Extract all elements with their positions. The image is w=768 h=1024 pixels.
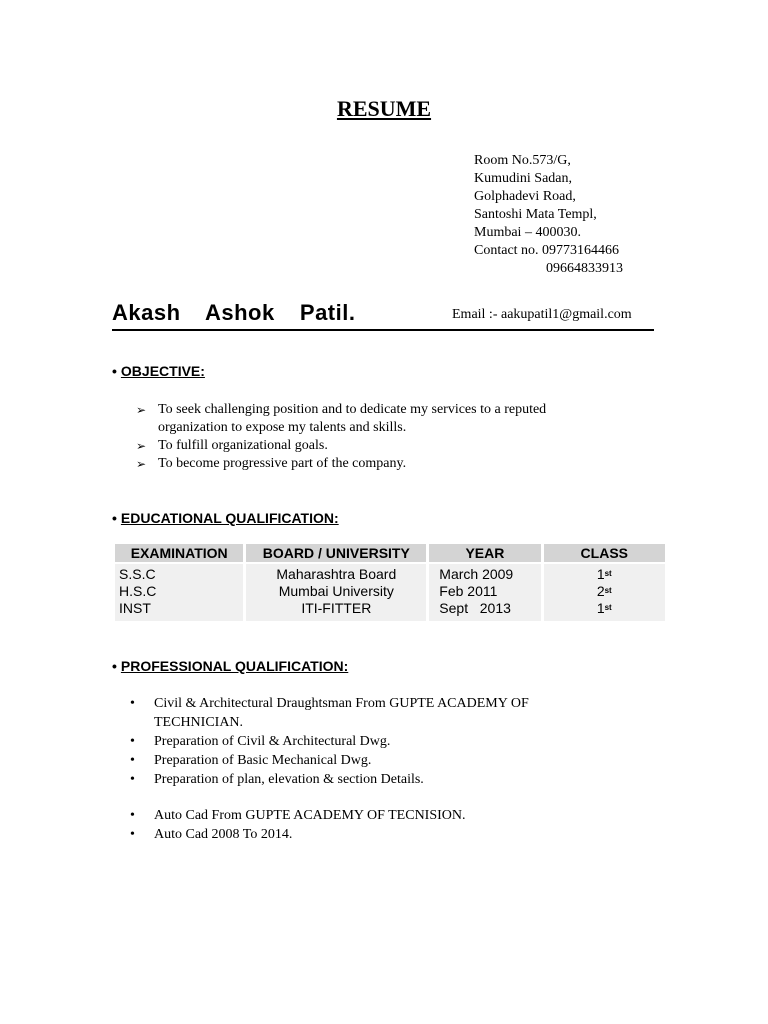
class-cell: [544, 564, 665, 621]
board-value: Maharashtra Board: [276, 566, 397, 582]
bullet-icon: •: [130, 808, 135, 823]
year-value: Sept 2013: [439, 600, 511, 616]
address-line: Kumudini Sadan,: [474, 171, 572, 186]
professional-list: [130, 694, 580, 789]
list-item: [130, 806, 580, 825]
bullet-icon: •: [130, 696, 135, 711]
page-title: RESUME: [336, 96, 432, 121]
arrow-bullet-icon: ➢: [136, 457, 147, 471]
year-value: Feb 2011: [439, 583, 498, 599]
section-bullet-icon: •: [112, 658, 117, 674]
table-row: [115, 564, 665, 621]
bullet-icon: •: [130, 753, 135, 768]
address-line: Santoshi Mata Templ,: [474, 207, 597, 222]
address-line: Mumbai – 400030.: [474, 225, 581, 240]
contact-number: Contact no. 09773164466: [474, 243, 620, 258]
table-header-row: [115, 544, 665, 562]
address-line: Golphadevi Road,: [474, 189, 576, 204]
list-item: [136, 455, 606, 473]
arrow-bullet-icon: ➢: [136, 439, 147, 453]
qualification-text: Preparation of plan, elevation & section Details.: [154, 772, 424, 787]
class-number: 1: [596, 566, 605, 582]
professional-heading: [112, 658, 348, 674]
qualification-text: Preparation of Civil & Architectural Dwg.: [154, 734, 391, 749]
contact-number-alt: 09664833913: [546, 261, 623, 276]
year-value: March 2009: [439, 566, 514, 582]
column-header: CLASS: [544, 544, 665, 562]
list-item: [136, 401, 606, 437]
board-value: Mumbai University: [278, 583, 394, 599]
candidate-name: Akash Ashok Patil.: [112, 300, 356, 325]
objective-text: To seek challenging position and to dedicate my services to a reputed organization to expose my talents and skills.: [158, 402, 547, 435]
qualification-text: Auto Cad 2008 To 2014.: [154, 827, 293, 842]
arrow-bullet-icon: ➢: [136, 403, 147, 417]
exam-cell: [115, 564, 243, 621]
software-list: [130, 806, 580, 844]
exam-value: INST: [119, 600, 151, 616]
board-cell: [246, 564, 426, 621]
objective-text: To become progressive part of the company.: [158, 456, 407, 471]
bullet-icon: •: [130, 772, 135, 787]
education-table: [112, 542, 668, 623]
professional-heading-text: PROFESSIONAL QUALIFICATION:: [120, 658, 349, 674]
class-suffix: st: [604, 586, 612, 595]
education-heading: [112, 510, 339, 526]
list-item: [130, 694, 580, 732]
year-cell: [429, 564, 540, 621]
objective-heading-text: OBJECTIVE:: [120, 363, 205, 379]
list-item: [130, 770, 580, 789]
column-header: BOARD / UNIVERSITY: [246, 544, 426, 562]
column-header: YEAR: [429, 544, 540, 562]
email-address: Email :- aakupatil1@gmail.com: [452, 307, 632, 322]
column-header: EXAMINATION: [115, 544, 243, 562]
bullet-icon: •: [130, 734, 135, 749]
objective-heading: [112, 363, 205, 379]
class-value: [548, 566, 661, 583]
objective-text: To fulfill organizational goals.: [158, 438, 328, 453]
class-number: 2: [596, 583, 605, 599]
list-item: [136, 437, 606, 455]
list-item: [130, 732, 580, 751]
qualification-text: Civil & Architectural Draughtsman From GUPTE ACADEMY OF TECHNICIAN.: [154, 696, 529, 730]
list-item: [130, 751, 580, 770]
class-suffix: st: [604, 603, 612, 612]
bullet-icon: •: [130, 827, 135, 842]
class-number: 1: [596, 600, 605, 616]
qualification-text: Auto Cad From GUPTE ACADEMY OF TECNISION.: [154, 808, 466, 823]
address-block: [474, 152, 623, 278]
address-line: Room No.573/G,: [474, 153, 571, 168]
board-value: ITI-FITTER: [301, 600, 372, 616]
section-bullet-icon: •: [112, 510, 117, 526]
class-value: [548, 583, 661, 600]
section-bullet-icon: •: [112, 363, 117, 379]
class-value: [548, 600, 661, 617]
objective-list: [136, 401, 606, 473]
exam-value: H.S.C: [119, 583, 157, 599]
education-heading-text: EDUCATIONAL QUALIFICATION:: [120, 510, 339, 526]
list-item: [130, 825, 580, 844]
qualification-text: Preparation of Basic Mechanical Dwg.: [154, 753, 372, 768]
name-divider: [112, 329, 654, 331]
exam-value: S.S.C: [119, 566, 156, 582]
class-suffix: st: [604, 569, 612, 578]
